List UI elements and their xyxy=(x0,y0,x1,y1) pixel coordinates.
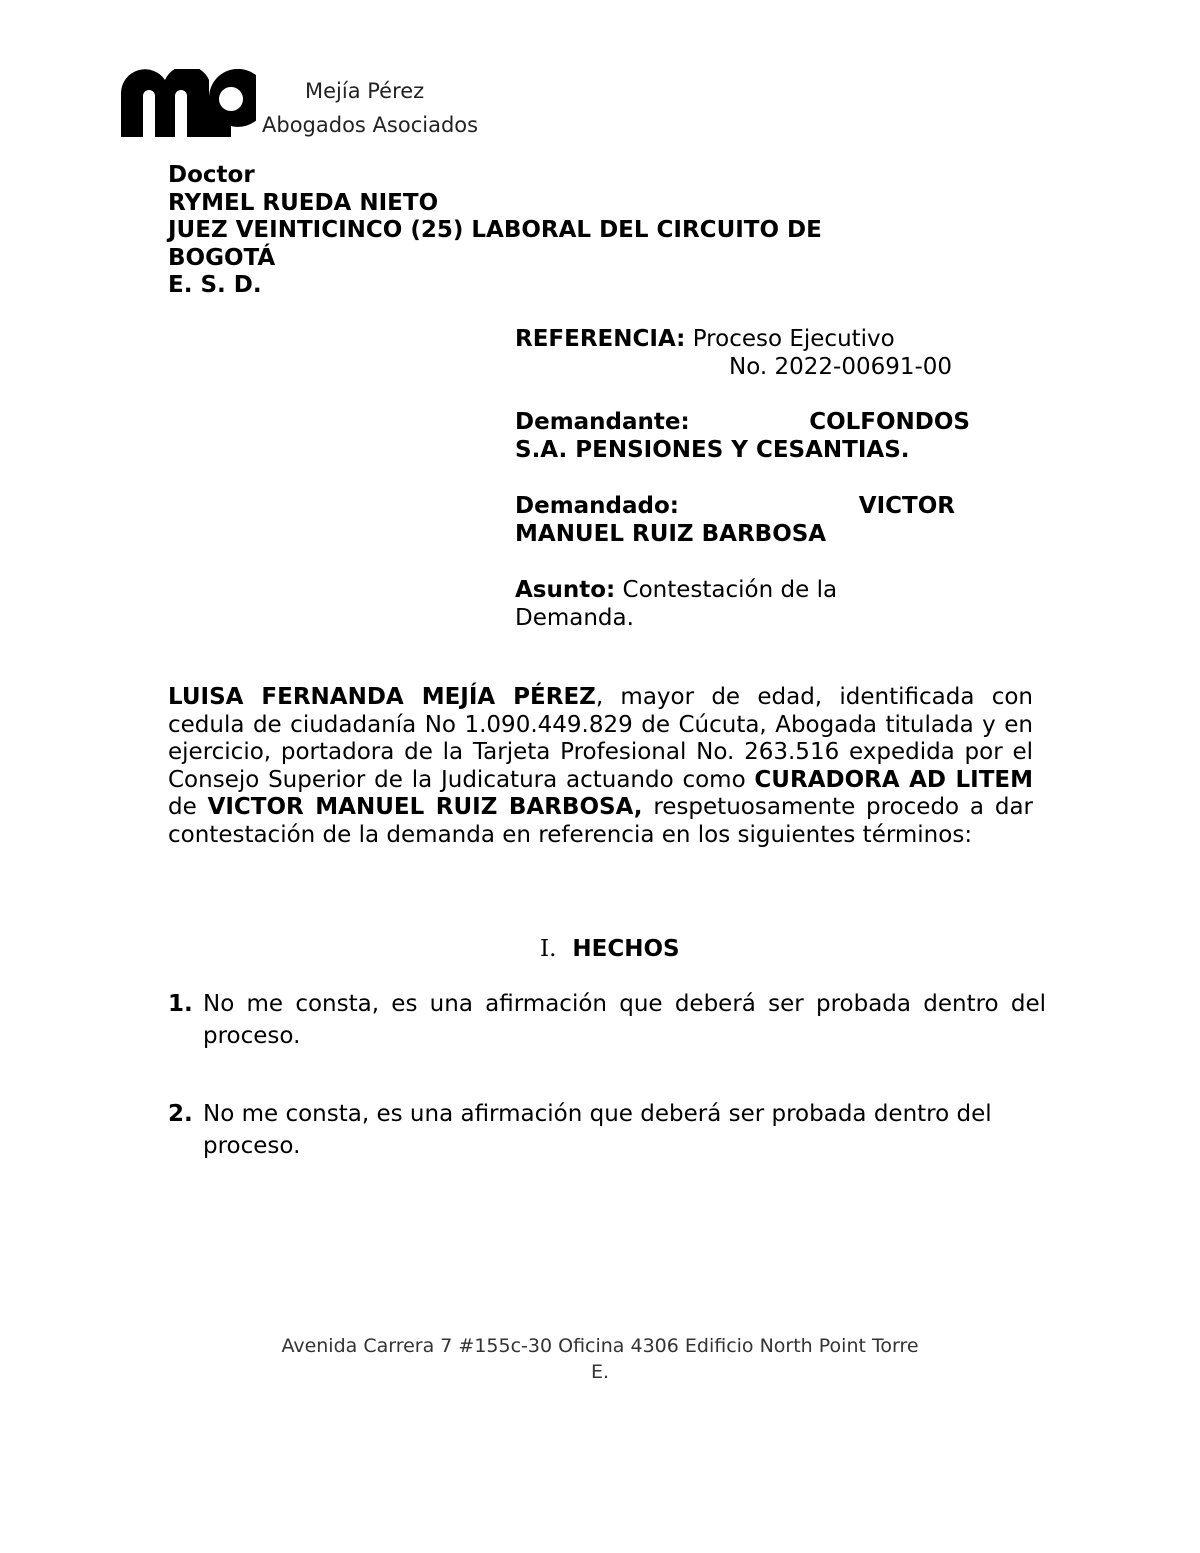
intro-text-2: de xyxy=(168,794,208,820)
list-item-number: 2. xyxy=(168,1101,193,1127)
list-item-number: 1. xyxy=(168,991,193,1017)
section-heading: HECHOS xyxy=(572,936,680,962)
demandado-block xyxy=(515,492,955,548)
demandado-value-1: VICTOR xyxy=(858,493,955,519)
demandado-label: Demandado: xyxy=(515,493,679,519)
asunto-value-1: Contestación de la xyxy=(622,577,838,603)
list-item-text: No me consta, es una afirmación que deberá ser probada dentro del proceso. xyxy=(203,1101,992,1159)
addressee-judge-name: RYMEL RUEDA NIETO xyxy=(168,189,439,216)
defendant-name: VICTOR MANUEL RUIZ BARBOSA, xyxy=(207,794,643,820)
asunto-label: Asunto: xyxy=(515,577,616,603)
intro-text-1: , mayor de edad, identificada con cedula de ciudadanía No 1.090.449.829 de Cúcuta, Abogada titulada y en ejercicio, portadora de la Tarjeta Profesional No. 263.516 expedida por el Consejo Superior de la Judicatura actuando como xyxy=(168,684,1033,793)
demandante-label: Demandante: xyxy=(515,409,690,435)
lawyer-name: LUISA FERNANDA MEJÍA PÉREZ xyxy=(168,684,596,710)
intro-text-3: respetuosamente procedo a dar contestación de la demanda en referencia en los siguientes términos: xyxy=(168,794,1033,848)
firm-name: Mejía Pérez xyxy=(305,79,425,103)
firm-subtitle: Abogados Asociados xyxy=(262,113,479,137)
addressee-city: BOGOTÁ xyxy=(168,244,276,271)
footer-line-2: E. xyxy=(590,1361,610,1383)
list-item-text: No me consta, es una afirmación que deberá ser probada dentro del proceso. xyxy=(203,991,1046,1049)
asunto-block xyxy=(515,576,970,632)
list-item xyxy=(168,1098,1058,1162)
reference-value: Proceso Ejecutivo xyxy=(692,326,895,352)
addressee-title: Doctor xyxy=(168,162,255,188)
asunto-value-2: Demanda. xyxy=(515,605,634,631)
reference-label: REFERENCIA: xyxy=(515,326,686,352)
addressee-esd: E. S. D. xyxy=(168,272,262,298)
section-number: I. xyxy=(540,936,557,962)
list-item xyxy=(168,988,1046,1052)
demandado-value-2: MANUEL RUIZ BARBOSA xyxy=(515,521,827,547)
demandante-value-1: COLFONDOS xyxy=(809,409,970,435)
footer-line-1: Avenida Carrera 7 #155c-30 Oficina 4306 Edificio North Point Torre xyxy=(281,1335,919,1357)
demandante-value-2: S.A. PENSIONES Y CESANTIAS. xyxy=(515,437,910,463)
footer-address xyxy=(200,1333,1000,1385)
mp-logo-icon xyxy=(121,69,256,137)
section-title xyxy=(540,934,680,964)
intro-paragraph xyxy=(168,684,1033,849)
addressee-block xyxy=(168,162,1008,300)
role-label: CURADORA AD LITEM xyxy=(754,766,1033,793)
addressee-court: JUEZ VEINTICINCO (25) LABORAL DEL CIRCUITO DE xyxy=(168,217,822,243)
reference-number: No. 2022-00691-00 xyxy=(729,354,953,380)
demandante-block xyxy=(515,408,970,464)
reference-block xyxy=(515,325,970,381)
